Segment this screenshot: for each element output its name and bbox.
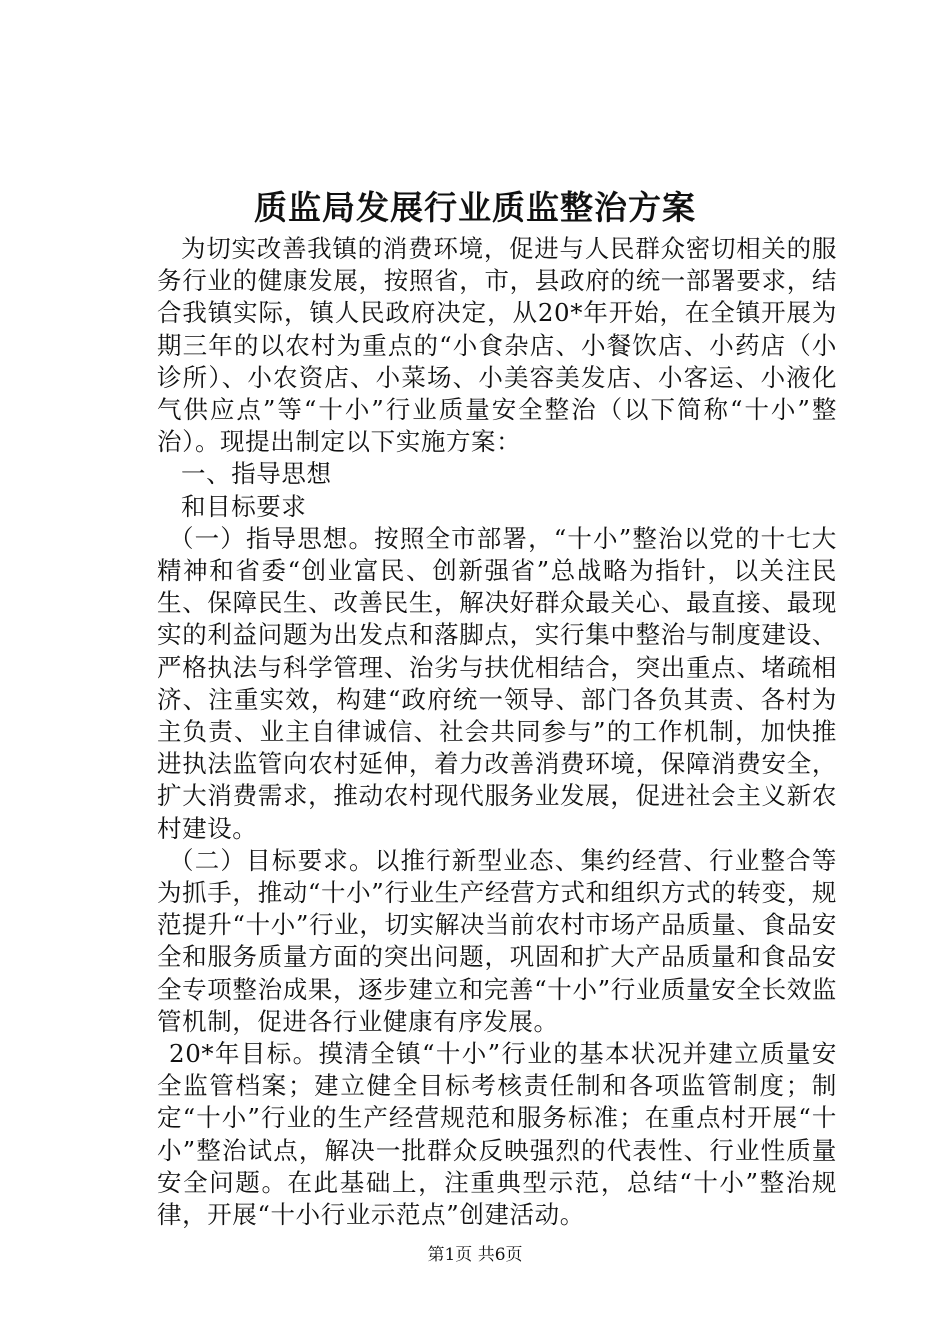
goal-requirements-paragraph: （二）目标要求。以推行新型业态、集约经营、行业整合等为抓手，推动“十小”行业生产经营方式和组织方式的转变，规范提升“十小”行业，切实解决当前农村市场产品质量、食品安全和服务质量方面的突出问题，巩固和扩大产品质量和食品安全专项整治成果，逐步建立和完善“十小”行业质量安全长效监管机制，促进各行业健康有序发展。 [157, 845, 837, 1036]
yearly-goal-paragraph: 20*年目标。摸清全镇“十小”行业的基本状况并建立质量安全监管档案；建立健全目标考核责任制和各项监管制度；制定“十小”行业的生产经营规范和服务标准；在重点村开展“十小”整治试点，解决一批群众反映强烈的代表性、行业性质量安全问题。在此基础上，注重典型示范，总结“十小”整治规律，开展“十小行业示范点”创建活动。 [157, 1039, 837, 1230]
document-title: 质监局发展行业质监整治方案 [254, 188, 696, 227]
page-number-footer: 第1页 共6页 [427, 1245, 523, 1265]
document-body [157, 233, 837, 1231]
intro-paragraph: 为切实改善我镇的消费环境，促进与人民群众密切相关的服务行业的健康发展，按照省，市，县政府的统一部署要求，结合我镇实际，镇人民政府决定，从20*年开始，在全镇开展为期三年的以农村为重点的“小食杂店、小餐饮店、小药店（小诊所）、小农资店、小菜场、小美容美发店、小客运、小液化气供应点”等“十小”行业质量安全整治（以下简称“十小”整治）。现提出制定以下实施方案： [157, 234, 837, 457]
section-heading-goals: 和目标要求 [181, 491, 307, 521]
guiding-ideology-paragraph: （一）指导思想。按照全市部署，“十小”整治以党的十七大精神和省委“创业富民、创新强省”总战略为指针，以关注民生、保障民生、改善民生，解决好群众最关心、最直接、最现实的利益问题为出发点和落脚点，实行集中整治与制度建设、严格执法与科学管理、治劣与扶优相结合，突出重点、堵疏相济、注重实效，构建“政府统一领导、部门各负其责、各村为主负责、业主自律诚信、社会共同参与”的工作机制，加快推进执法监管向农村延伸，着力改善消费环境，保障消费安全，扩大消费需求，推动农村现代服务业发展，促进社会主义新农村建设。 [157, 523, 837, 843]
section-heading-guiding-ideology: 一、指导思想 [181, 459, 332, 489]
